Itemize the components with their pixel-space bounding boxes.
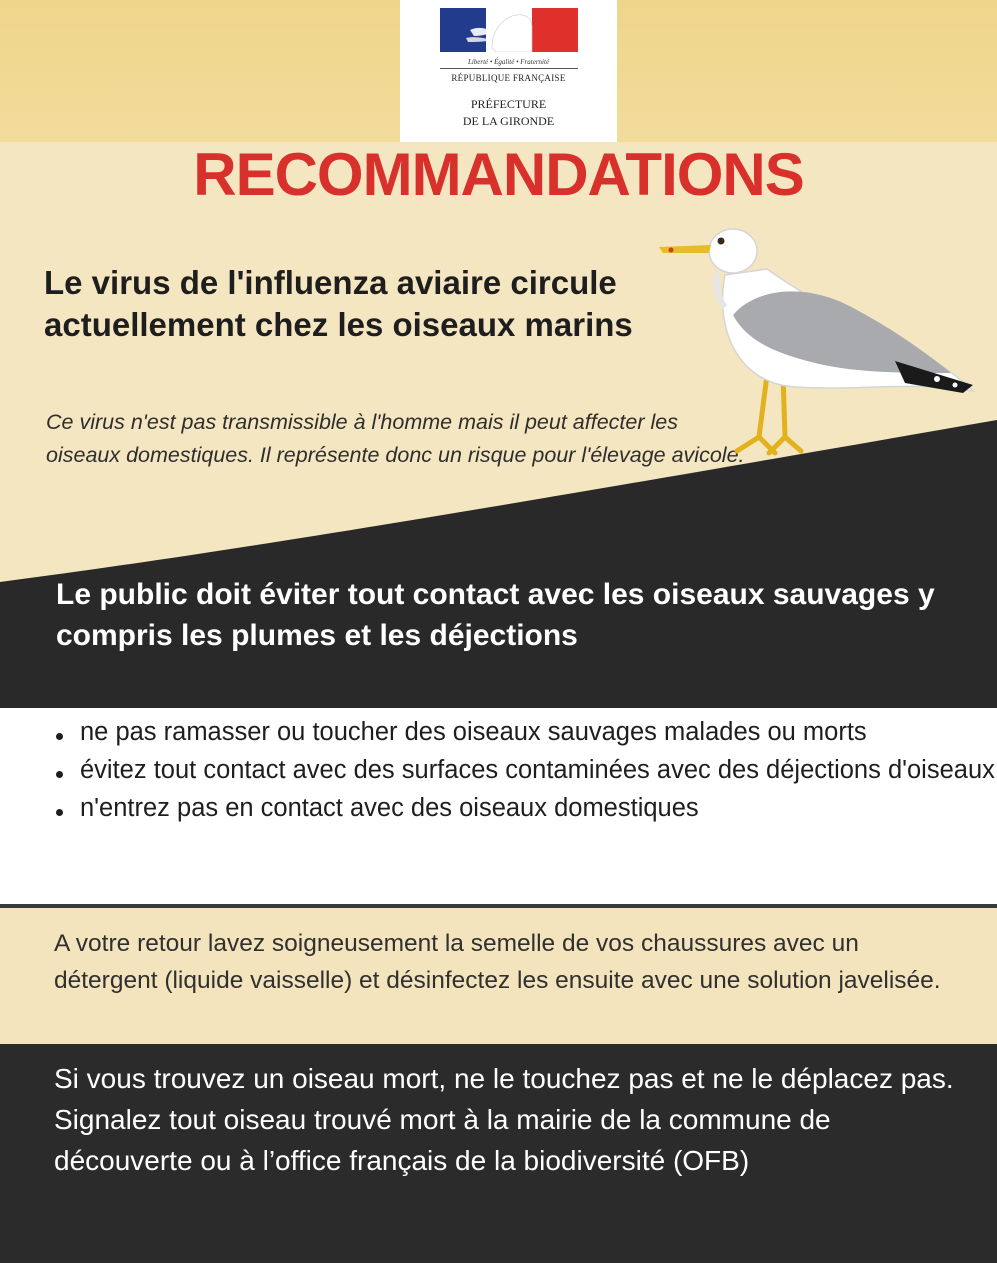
dead-bird-instructions: [54, 1058, 974, 1181]
logo-prefecture: PRÉFECTURE DE LA GIRONDE: [462, 97, 555, 128]
headline: Le virus de l'influenza aviaire circule actuellement chez les oiseaux marins: [44, 264, 633, 343]
bullet-icon: [56, 809, 63, 816]
logo-divider: [440, 68, 578, 69]
bullet-icon: [56, 733, 63, 740]
bullet-icon: [56, 771, 63, 778]
prefecture-logo: [400, 0, 617, 142]
dead-bird-line-2: Signalez tout oiseau trouvé mort à la mairie de la commune de découverte ou à l’office français de la biodiversité (OFB): [54, 1104, 831, 1176]
cleaning-instructions: A votre retour lavez soigneusement la semelle de vos chaussures avec un détergent (liquide vaisselle) et désinfectez les ensuite avec une solution javelisée.: [54, 930, 941, 994]
dead-bird-line-1: Si vous trouvez un oiseau mort, ne le touchez pas et ne le déplacez pas.: [54, 1063, 954, 1094]
list-item: [0, 752, 997, 788]
page-title: RECOMMANDATIONS: [193, 141, 804, 208]
seagull-illustration: [655, 215, 985, 465]
list-item-text: ne pas ramasser ou toucher des oiseaux sauvages malades ou morts: [80, 718, 867, 746]
recommendations-list: [0, 714, 997, 828]
list-item-text: évitez tout contact avec des surfaces contaminées avec des déjections d'oiseaux: [80, 756, 995, 784]
logo-republic: RÉPUBLIQUE FRANÇAISE: [451, 73, 566, 83]
logo-motto: Liberté • Égalité • Fraternité: [467, 58, 550, 66]
list-item-text: n'entrez pas en contact avec des oiseaux domestiques: [80, 794, 699, 822]
public-warning: Le public doit éviter tout contact avec les oiseaux sauvages y compris les plumes et les déjections: [56, 578, 935, 652]
subtext: Ce virus n'est pas transmissible à l'homme mais il peut affecter les oiseaux domestiques. Il représente donc un risque pour l'élevage avicole.: [46, 410, 745, 467]
list-item: [0, 790, 997, 826]
list-item: [0, 714, 997, 750]
marianne-flag-icon: [440, 8, 578, 52]
